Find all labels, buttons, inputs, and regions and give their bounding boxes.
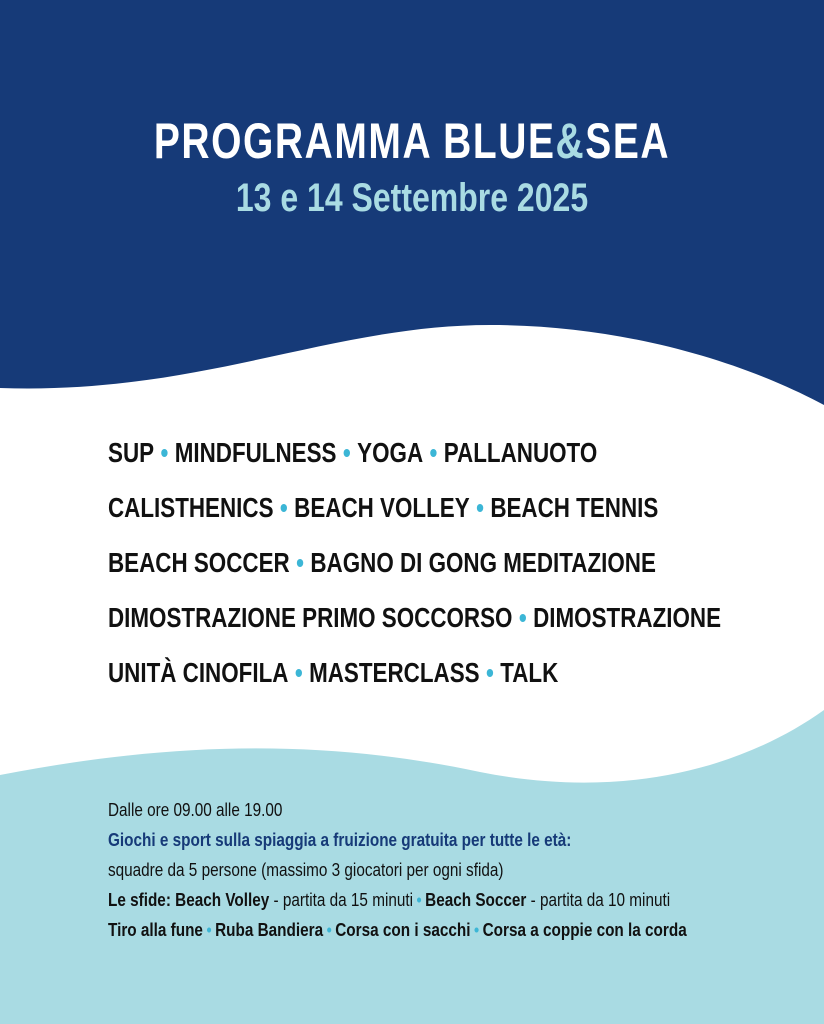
activities-line: BEACH SOCCER • BAGNO DI GONG MEDITAZIONE xyxy=(108,547,656,578)
activities-line: SUP • MINDFULNESS • YOGA • PALLANUOTO xyxy=(108,437,598,468)
bullet-dot-icon: • xyxy=(485,657,494,688)
activities-line: CALISTHENICS • BEACH VOLLEY • BEACH TENNIS xyxy=(108,492,659,523)
activities-line: DIMOSTRAZIONE PRIMO SOCCORSO • DIMOSTRAZIONE xyxy=(108,602,722,633)
games-headline: Giochi e sport sulla spiaggia a fruizione gratuita per tutte le età: xyxy=(108,830,572,850)
page-title: PROGRAMMA BLUE&SEA xyxy=(153,113,671,169)
bullet-dot-icon: • xyxy=(416,890,422,910)
bullet-dot-icon: • xyxy=(518,602,527,633)
bullet-dot-icon: • xyxy=(473,920,480,940)
title-ampersand: & xyxy=(555,113,586,169)
header xyxy=(0,112,824,221)
bullet-dot-icon: • xyxy=(279,492,288,523)
bullet-dot-icon: • xyxy=(206,920,212,940)
bullet-dot-icon: • xyxy=(476,492,484,523)
bullet-dot-icon: • xyxy=(429,437,438,468)
bullet-dot-icon: • xyxy=(160,437,169,468)
activities-line: UNITÀ CINOFILA • MASTERCLASS • TALK xyxy=(108,657,559,688)
bullet-dot-icon: • xyxy=(296,547,304,578)
bullet-dot-icon: • xyxy=(326,920,332,940)
games-list: Tiro alla fune • Ruba Bandiera • Corsa con i sacchi • Corsa a coppie con la corda xyxy=(108,920,687,940)
bullet-dot-icon: • xyxy=(342,437,351,468)
opening-hours: Dalle ore 09.00 alle 19.00 xyxy=(108,800,283,820)
bullet-dot-icon: • xyxy=(294,657,303,688)
teams-info: squadre da 5 persone (massimo 3 giocatori per ogni sfida) xyxy=(108,860,504,880)
challenges-info: Le sfide: Beach Volley - partita da 15 minuti • Beach Soccer - partita da 10 minuti xyxy=(108,890,671,910)
event-date: 13 e 14 Settembre 2025 xyxy=(235,176,589,220)
info-section xyxy=(108,796,789,946)
activities-list xyxy=(108,432,824,707)
